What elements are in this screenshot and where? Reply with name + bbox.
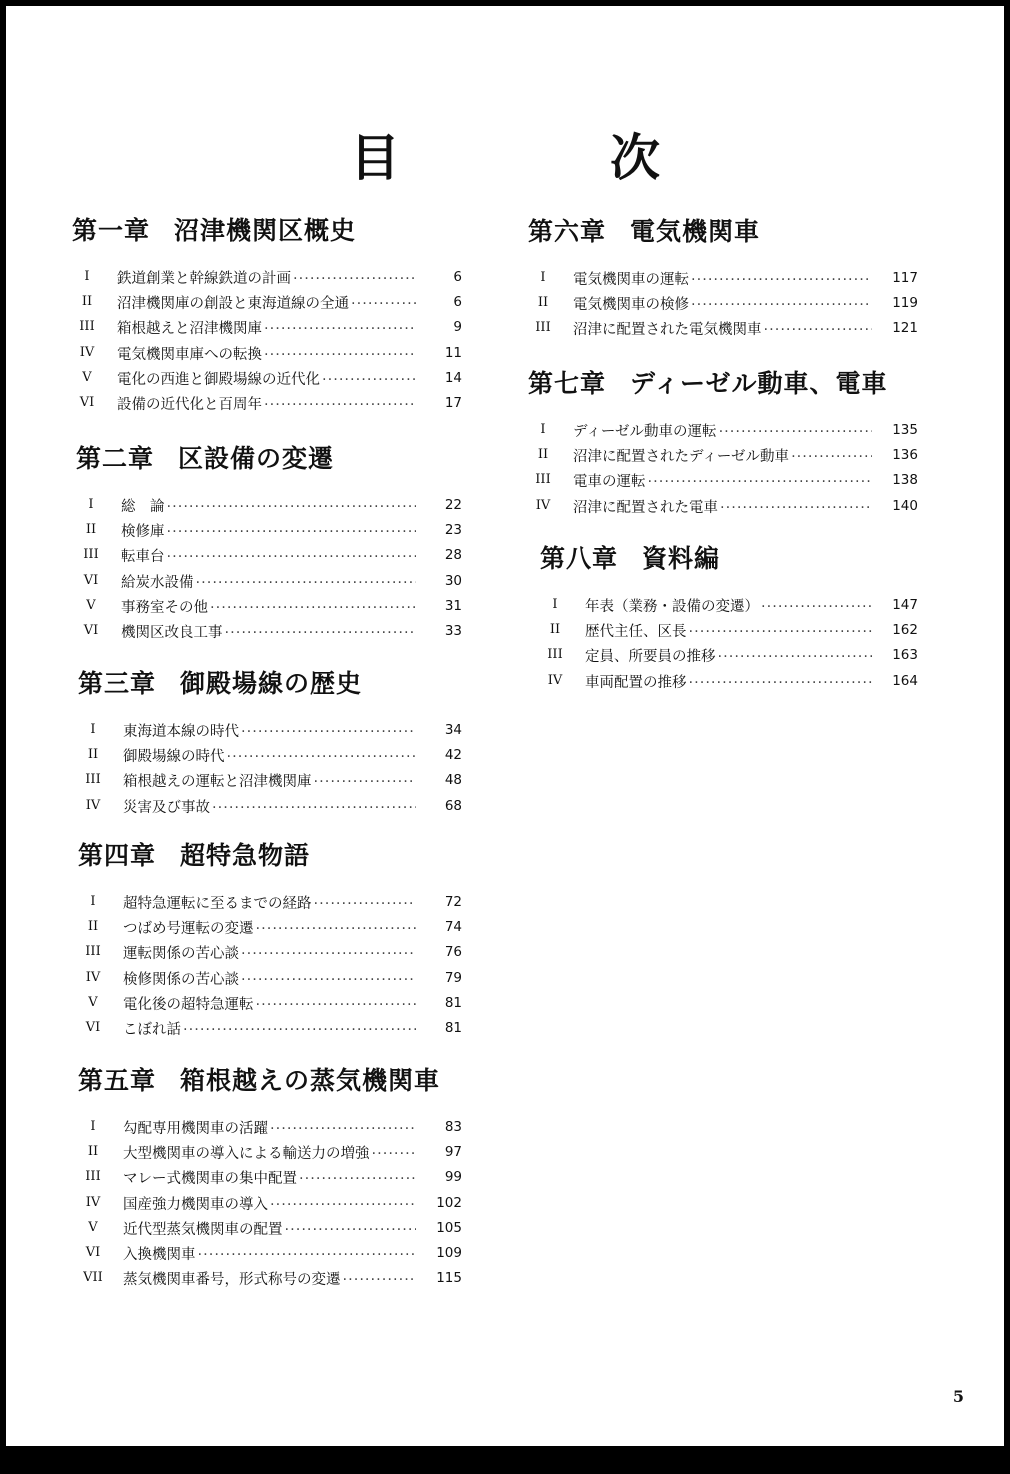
leader-dots (312, 896, 417, 912)
page-ref: 42 (444, 747, 462, 764)
section-numeral: IV (85, 797, 101, 813)
section-numeral: III (83, 547, 99, 563)
entry-line (573, 268, 872, 289)
page-ref: 99 (444, 1169, 462, 1186)
toc-entry (76, 545, 467, 570)
leader-dots (165, 524, 417, 540)
entry-line (117, 317, 416, 338)
section-numeral: V (82, 369, 92, 385)
chapter-section (76, 439, 467, 646)
chapter-number: 第七章 (528, 369, 607, 398)
section-title: 電車の運転 (573, 474, 646, 491)
chapter-section (540, 539, 923, 696)
leader-dots (225, 749, 417, 765)
toc-entry (528, 268, 923, 293)
toc-entry (78, 1218, 467, 1243)
chapter-heading (528, 364, 923, 400)
chapter-section (72, 211, 467, 418)
section-numeral: II (549, 622, 561, 638)
section-title: 電化の西進と御殿場線の近代化 (117, 371, 320, 388)
toc-entry (528, 496, 923, 521)
page-ref: 81 (444, 994, 462, 1011)
chapter-number: 第八章 (540, 544, 619, 573)
page-ref: 23 (444, 522, 462, 539)
section-numeral: I (540, 270, 546, 285)
entry-line (585, 645, 872, 666)
leader-dots (349, 296, 416, 312)
toc-entry (528, 420, 923, 445)
page-ref: 33 (444, 622, 462, 639)
entry-line (117, 393, 416, 414)
leader-dots (297, 1171, 416, 1187)
chapter-title: 資料編 (642, 544, 721, 573)
leader-dots (239, 724, 416, 740)
toc-entry (78, 993, 467, 1018)
section-numeral: I (552, 597, 558, 612)
section-numeral: IV (535, 497, 551, 513)
toc-entry (528, 470, 923, 495)
entry-line (123, 1268, 416, 1289)
toc-entry (72, 317, 467, 342)
section-title: こぼれ話 (123, 1021, 181, 1038)
page-ref: 162 (892, 622, 918, 639)
entry-line (123, 745, 416, 766)
chapter-items (78, 720, 467, 821)
page-ref: 11 (444, 344, 462, 361)
page-ref: 138 (892, 472, 918, 489)
section-numeral: II (87, 919, 99, 935)
section-numeral: I (88, 497, 94, 512)
chapter-title: 箱根越えの蒸気機関車 (180, 1066, 441, 1095)
section-numeral: VI (79, 394, 95, 410)
toc-entry (72, 292, 467, 317)
section-title: 近代型蒸気機関車の配置 (123, 1221, 283, 1238)
leader-dots (718, 500, 872, 516)
section-title: 箱根越えの運転と沼津機関庫 (123, 774, 312, 791)
page-ref: 135 (892, 422, 918, 438)
section-title: 設備の近代化と百周年 (117, 396, 262, 413)
section-numeral: IV (85, 969, 101, 985)
section-title: 電気機関車の検修 (573, 297, 689, 314)
toc-entry (78, 1142, 467, 1167)
chapter-number: 第三章 (78, 669, 157, 698)
chapter-title: 超特急物語 (180, 841, 311, 870)
section-numeral: II (537, 447, 549, 463)
leader-dots (291, 271, 416, 287)
leader-dots (181, 1022, 416, 1038)
chapter-title: 電気機関車 (630, 217, 761, 246)
section-numeral: IV (79, 344, 95, 360)
leader-dots (762, 322, 873, 338)
page-ref: 30 (444, 572, 462, 589)
leader-dots (687, 675, 873, 691)
page-ref: 163 (892, 647, 918, 664)
entry-line (123, 720, 416, 741)
toc-entry (78, 968, 467, 993)
section-numeral: III (85, 1169, 101, 1185)
toc-entry (76, 520, 467, 545)
page-ref: 140 (892, 497, 918, 514)
toc-entry (72, 267, 467, 292)
leader-dots (223, 625, 417, 641)
section-numeral: I (90, 894, 96, 909)
leader-dots (341, 1272, 417, 1288)
toc-entry (78, 1117, 467, 1142)
chapter-number: 第一章 (72, 216, 151, 245)
section-numeral: I (90, 722, 96, 737)
section-title: 歴代主任、区長 (585, 624, 687, 641)
section-numeral: IV (85, 1194, 101, 1210)
section-numeral: III (547, 647, 563, 663)
section-title: 沼津に配置された電気機関車 (573, 322, 762, 339)
entry-line (123, 1193, 416, 1214)
toc-entry (78, 796, 467, 821)
leader-dots (239, 972, 416, 988)
chapter-section (528, 364, 923, 521)
section-title: 災害及び事故 (123, 799, 210, 816)
leader-dots (689, 272, 872, 288)
section-title: 定員、所要員の推移 (585, 649, 716, 666)
section-title: 鉄道創業と幹線鉄道の計画 (117, 271, 291, 287)
leader-dots (239, 946, 416, 962)
entry-line (573, 318, 872, 339)
entry-line (121, 596, 416, 617)
entry-line (585, 620, 872, 641)
page-ref: 115 (436, 1270, 462, 1287)
leader-dots (689, 297, 872, 313)
page-ref: 119 (892, 295, 918, 312)
entry-line (123, 892, 416, 913)
leader-dots (194, 575, 417, 591)
chapter-title: ディーゼル動車、電車 (630, 369, 888, 398)
entry-line (117, 343, 416, 364)
entry-line (123, 770, 416, 791)
page-ref: 9 (453, 319, 462, 336)
section-numeral: II (81, 294, 93, 310)
toc-entry (76, 571, 467, 596)
section-title: 電気機関車の運転 (573, 272, 689, 288)
section-title: 国産強力機関車の導入 (123, 1196, 268, 1213)
section-title: 電化後の超特急運転 (123, 996, 254, 1013)
section-title: 箱根越えと沼津機関庫 (117, 321, 262, 338)
page-ref: 97 (444, 1144, 462, 1161)
chapter-title: 沼津機関区概史 (174, 216, 357, 245)
entry-line (123, 796, 416, 817)
leader-dots (254, 997, 417, 1013)
section-title: マレー式機関車の集中配置 (123, 1171, 297, 1188)
chapter-number: 第二章 (76, 444, 155, 473)
entry-line (123, 1243, 416, 1264)
page-ref: 109 (436, 1244, 462, 1261)
section-numeral: VI (85, 1244, 101, 1260)
chapter-section (528, 212, 923, 344)
leader-dots (716, 649, 873, 665)
page-ref: 81 (444, 1019, 462, 1036)
leader-dots (254, 921, 417, 937)
entry-line (123, 942, 416, 963)
leader-dots (370, 1146, 417, 1162)
entry-line (573, 496, 872, 517)
leader-dots (262, 397, 416, 413)
toc-entry (78, 1167, 467, 1192)
chapter-section (78, 664, 467, 821)
page-ref: 76 (444, 944, 462, 961)
chapter-heading (76, 439, 467, 475)
page-ref: 147 (892, 597, 918, 613)
section-title: 年表（業務・設備の変遷） (585, 599, 759, 615)
chapter-items (528, 268, 923, 344)
toc-entry (78, 720, 467, 745)
chapter-section (78, 1061, 467, 1293)
chapter-heading (528, 212, 923, 248)
leader-dots (262, 321, 416, 337)
section-title: 検修庫 (121, 524, 165, 541)
section-numeral: II (87, 747, 99, 763)
leader-dots (789, 449, 872, 465)
section-title: ディーゼル動車の運転 (573, 424, 717, 440)
page-ref: 79 (444, 969, 462, 986)
toc-entry (78, 942, 467, 967)
entry-line (121, 571, 416, 592)
page-ref: 48 (444, 772, 462, 789)
toc-entry (72, 368, 467, 393)
leader-dots (165, 499, 417, 515)
section-numeral: V (86, 597, 96, 613)
section-numeral: V (88, 994, 98, 1010)
chapter-number: 第六章 (528, 217, 607, 246)
chapter-number: 第五章 (78, 1066, 157, 1095)
section-numeral: II (85, 522, 97, 538)
section-title: 入換機関車 (123, 1246, 196, 1263)
chapter-items (76, 495, 467, 646)
toc-entry (72, 393, 467, 418)
toc-entry (540, 595, 923, 620)
chapter-heading (78, 1061, 467, 1097)
chapter-items (528, 420, 923, 521)
section-title: 機関区改良工事 (121, 624, 223, 641)
entry-line (117, 267, 416, 288)
entry-line (123, 1167, 416, 1188)
section-title: 沼津機関庫の創設と東海道線の全通 (117, 296, 349, 313)
chapter-items (78, 892, 467, 1043)
page-ref: 136 (892, 447, 918, 464)
page-ref: 31 (444, 597, 462, 614)
page-ref: 121 (892, 320, 918, 337)
entry-line (121, 545, 416, 566)
page-title: 目 次 (350, 128, 740, 187)
toc-entry (540, 671, 923, 696)
leader-dots (320, 372, 416, 388)
toc-entry (528, 318, 923, 343)
toc-entry (540, 620, 923, 645)
leader-dots (208, 600, 416, 616)
leader-dots (687, 624, 873, 640)
section-numeral: I (84, 269, 90, 284)
section-title: つばめ号運転の変遷 (123, 921, 254, 938)
page-ref: 6 (453, 269, 462, 285)
toc-entry (78, 1018, 467, 1043)
entry-line (117, 292, 416, 313)
entry-line (123, 993, 416, 1014)
toc-entry (76, 621, 467, 646)
entry-line (123, 917, 416, 938)
chapter-number: 第四章 (78, 841, 157, 870)
entry-line (123, 968, 416, 989)
section-title: 超特急運転に至るまでの経路 (123, 896, 312, 912)
section-title: 沼津に配置された電車 (573, 499, 718, 516)
chapter-title: 区設備の変遷 (178, 444, 335, 473)
toc-entry (76, 495, 467, 520)
section-title: 総 論 (121, 499, 165, 515)
page-ref: 14 (444, 369, 462, 386)
section-numeral: III (535, 320, 551, 336)
page-ref: 105 (436, 1219, 462, 1236)
section-numeral: III (85, 772, 101, 788)
chapter-items (72, 267, 467, 418)
page-ref: 164 (892, 672, 918, 689)
page-ref: 17 (444, 394, 462, 411)
entry-line (121, 495, 416, 516)
section-title: 車両配置の推移 (585, 674, 687, 691)
leader-dots (268, 1197, 416, 1213)
leader-dots (196, 1247, 417, 1263)
chapter-section (78, 836, 467, 1043)
section-title: 事務室その他 (121, 599, 208, 616)
toc-entry (72, 343, 467, 368)
section-numeral: VII (83, 1270, 103, 1286)
section-title: 電気機関車庫への転換 (117, 346, 262, 363)
toc-entry (528, 445, 923, 470)
leader-dots (759, 599, 872, 615)
leader-dots (262, 347, 416, 363)
section-title: 御殿場線の時代 (123, 749, 225, 766)
leader-dots (312, 774, 417, 790)
page-ref: 83 (444, 1119, 462, 1135)
page-ref: 117 (892, 270, 918, 286)
leader-dots (268, 1121, 416, 1137)
entry-line (585, 595, 872, 616)
page-ref: 6 (453, 294, 462, 311)
toc-entry (78, 1268, 467, 1293)
page (6, 6, 1004, 1446)
section-title: 運転関係の苦心談 (123, 946, 239, 963)
section-numeral: VI (83, 622, 99, 638)
toc-entry (76, 596, 467, 621)
page-ref: 74 (444, 919, 462, 936)
toc-entry (78, 1243, 467, 1268)
section-title: 沼津に配置されたディーゼル動車 (573, 449, 790, 466)
chapter-items (540, 595, 923, 696)
chapter-items (78, 1117, 467, 1293)
entry-line (123, 1218, 416, 1239)
entry-line (123, 1117, 416, 1138)
toc-entry (78, 770, 467, 795)
section-numeral: III (535, 472, 551, 488)
page-ref: 28 (444, 547, 462, 564)
section-numeral: I (540, 422, 546, 437)
entry-line (123, 1142, 416, 1163)
entry-line (121, 621, 416, 642)
section-numeral: VI (85, 1019, 101, 1035)
section-title: 検修関係の苦心談 (123, 971, 239, 988)
page-ref: 68 (444, 797, 462, 814)
entry-line (573, 420, 872, 441)
leader-dots (646, 474, 873, 490)
toc-entry (78, 892, 467, 917)
entry-line (573, 470, 872, 491)
entry-line (117, 368, 416, 389)
toc-entry (78, 1193, 467, 1218)
leader-dots (210, 800, 416, 816)
chapter-title: 御殿場線の歴史 (180, 669, 363, 698)
entry-line (573, 445, 872, 466)
chapter-heading (78, 836, 467, 872)
toc-entry (540, 645, 923, 670)
leader-dots (165, 549, 417, 565)
section-title: 蒸気機関車番号，形式称号の変遷 (123, 1272, 341, 1289)
section-numeral: III (79, 319, 95, 335)
section-numeral: III (85, 944, 101, 960)
section-numeral: II (537, 295, 549, 311)
page-ref: 34 (444, 722, 462, 738)
leader-dots (283, 1222, 417, 1238)
section-title: 給炭水設備 (121, 574, 194, 591)
section-numeral: V (88, 1219, 98, 1235)
entry-line (123, 1018, 416, 1039)
page-ref: 22 (444, 497, 462, 513)
entry-line (573, 293, 872, 314)
leader-dots (717, 424, 872, 440)
section-title: 東海道本線の時代 (123, 724, 239, 740)
page-ref: 72 (444, 894, 462, 910)
entry-line (585, 671, 872, 692)
chapter-heading (72, 211, 467, 247)
section-numeral: II (87, 1144, 99, 1160)
section-numeral: I (90, 1119, 96, 1134)
chapter-heading (78, 664, 467, 700)
toc-entry (528, 293, 923, 318)
entry-line (121, 520, 416, 541)
section-numeral: VI (83, 572, 99, 588)
toc-entry (78, 745, 467, 770)
page-ref: 102 (436, 1194, 462, 1211)
toc-entry (78, 917, 467, 942)
section-title: 転車台 (121, 549, 165, 566)
section-title: 大型機関車の導入による輸送力の増強 (123, 1146, 370, 1163)
section-numeral: IV (547, 672, 563, 688)
chapter-heading (540, 539, 923, 575)
section-title: 勾配専用機関車の活躍 (123, 1121, 268, 1137)
page-number: 5 (952, 1387, 964, 1406)
